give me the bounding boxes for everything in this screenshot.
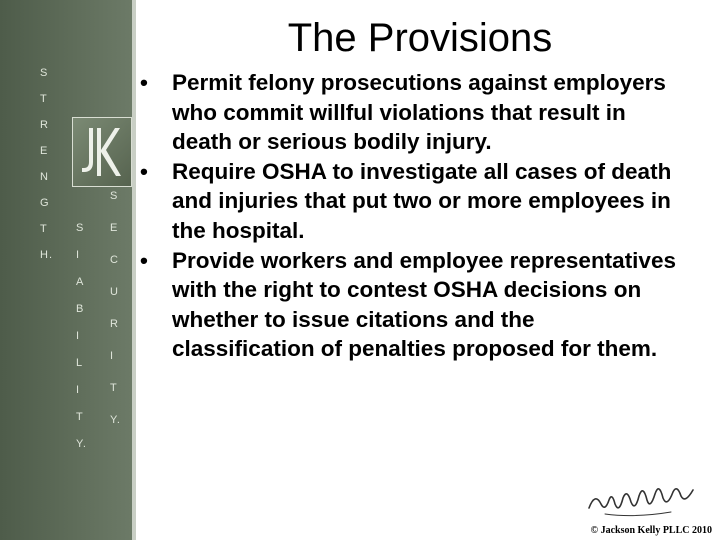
bullet-list: [140, 68, 680, 364]
sidebar-letter: R: [110, 318, 119, 330]
sidebar-letter: I: [110, 350, 115, 362]
jk-logo-graphic: [73, 118, 131, 186]
sidebar-letter: T: [76, 411, 84, 423]
sidebar-letter: S: [110, 190, 119, 202]
bullet-item: • Provide workers and employee representatives with the right to contest OSHA decisions on whether to issue citations and the classification of penalties proposed for them.: [140, 246, 680, 364]
sidebar-letter: B: [76, 303, 85, 315]
sidebar-letter: R: [40, 119, 49, 131]
sidebar-letter: E: [40, 145, 49, 157]
sidebar-word-strength: [40, 60, 53, 268]
sidebar-word-security: [110, 180, 121, 436]
sidebar-letter: I: [76, 249, 81, 261]
sidebar-letter: T: [40, 93, 48, 105]
jk-logo-icon: [72, 117, 132, 187]
sidebar-letter: E: [110, 222, 119, 234]
sidebar-letter: H.: [40, 249, 53, 261]
sidebar-letter: Y.: [76, 438, 87, 450]
sidebar-letter: C: [110, 254, 119, 266]
sidebar-letter: G: [40, 197, 50, 209]
sidebar-letter: U: [110, 286, 119, 298]
sidebar-letter: S: [76, 222, 85, 234]
sidebar-letter: T: [110, 382, 118, 394]
sidebar-letter: S: [40, 67, 49, 79]
sidebar-letter: N: [40, 171, 49, 183]
slide-title: The Provisions: [287, 16, 553, 60]
sidebar-letter: I: [76, 384, 81, 396]
sidebar-letter: I: [76, 330, 81, 342]
bullet-item: • Permit felony prosecutions against employers who commit willful violations that result in death or serious bodily injury.: [140, 68, 680, 157]
sidebar-word-stability: [76, 215, 87, 458]
sidebar-letter: T: [40, 223, 48, 235]
sidebar-letter: Y.: [110, 414, 121, 426]
bullet-item: • Require OSHA to investigate all cases of death and injuries that put two or more employees in the hospital.: [140, 157, 680, 246]
sidebar-letter: L: [76, 357, 84, 369]
sidebar-letter: A: [76, 276, 85, 288]
signature-mark: [585, 474, 700, 522]
signature-graphic: [585, 474, 700, 522]
sidebar-panel: [0, 0, 136, 540]
sidebar-edge: [132, 0, 136, 540]
copyright-text: © Jackson Kelly PLLC 2010: [590, 525, 712, 536]
